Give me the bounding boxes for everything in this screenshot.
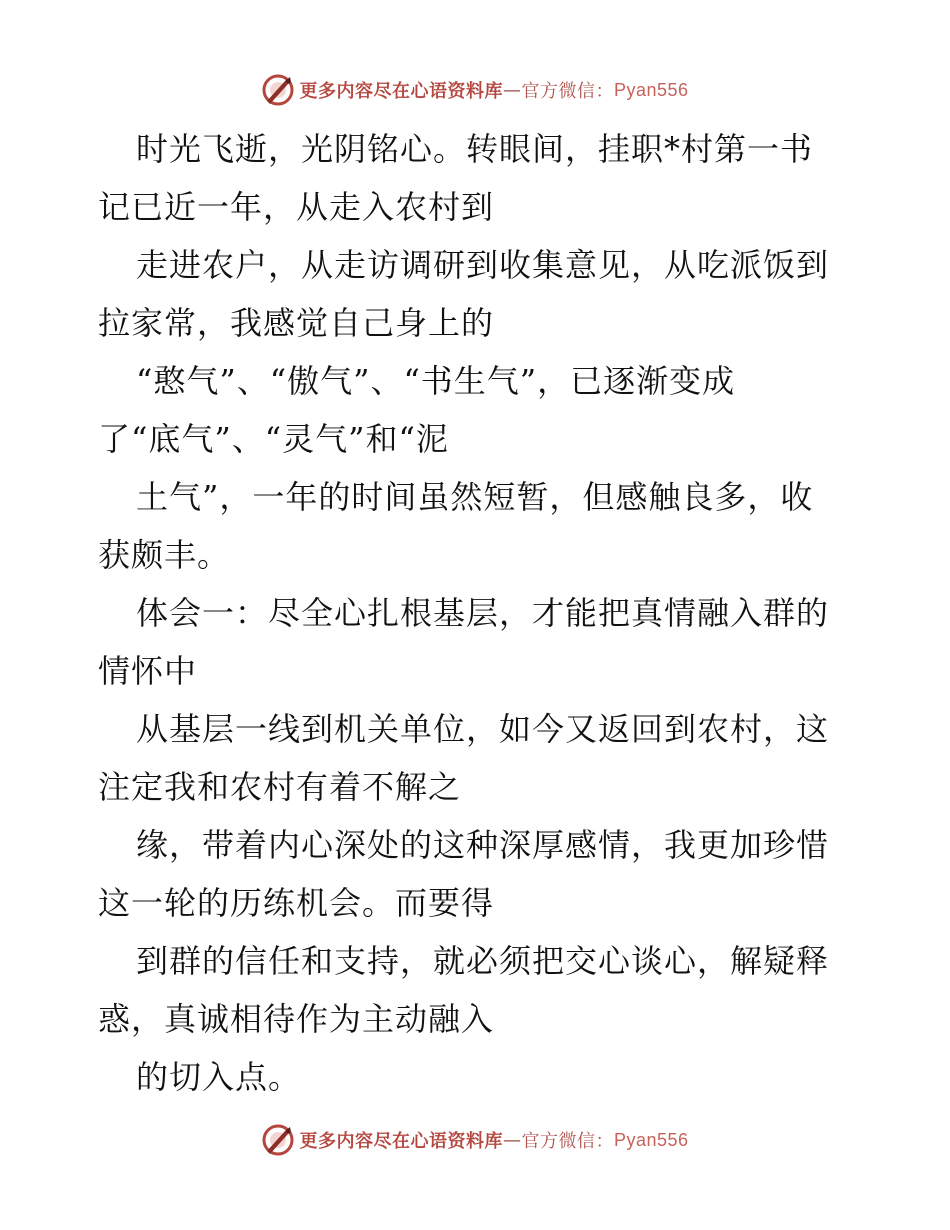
text-line: 注定我和农村有着不解之	[98, 768, 462, 806]
banner-wechat-id: Pyan556	[613, 1129, 689, 1150]
text-line: 到群的信任和支持，就必须把交心谈心，解疑释	[136, 942, 830, 980]
text-line: 惑，真诚相待作为主动融入	[98, 1000, 495, 1038]
text-line: “憨气”、“傲气”、“书生气”，已逐渐变成	[136, 362, 736, 400]
footer-watermark	[0, 1120, 950, 1160]
text-line: 拉家常，我感觉自己身上的	[98, 304, 495, 342]
text-line: 土气”，一年的时间虽然短暂，但感触良多，收	[136, 478, 814, 516]
pen-logo-icon	[261, 73, 295, 107]
text-line: 从基层一线到机关单位，如今又返回到农村，这	[136, 710, 830, 748]
text-line: 的切入点。	[136, 1058, 302, 1096]
text-line: 了“底气”、“灵气”和“泥	[98, 420, 449, 458]
text-line: 获颇丰。	[98, 536, 231, 574]
banner-dash: —	[502, 79, 522, 101]
text-line: 时光飞逝，光阴铭心。转眼间，挂职*村第一书	[136, 130, 814, 168]
banner-brand: 更多内容尽在心语资料库	[299, 81, 503, 102]
text-line: 缘，带着内心深处的这种深厚感情，我更加珍惜	[136, 826, 830, 864]
text-line: 记已近一年，从走入农村到	[98, 188, 495, 226]
body-text	[98, 120, 858, 1106]
banner-dash: —	[502, 1129, 522, 1151]
pen-logo-icon	[261, 1123, 295, 1157]
header-watermark	[0, 70, 950, 110]
text-line: 情怀中	[98, 652, 198, 690]
banner-sub: 官方微信：	[521, 81, 614, 102]
text-line: 体会一：尽全心扎根基层，才能把真情融入群的	[136, 594, 830, 632]
text-line: 这一轮的历练机会。而要得	[98, 884, 495, 922]
banner-sub: 官方微信：	[521, 1131, 614, 1152]
banner-brand: 更多内容尽在心语资料库	[299, 1131, 503, 1152]
banner-wechat-id: Pyan556	[613, 79, 689, 100]
text-line: 走进农户，从走访调研到收集意见，从吃派饭到	[136, 246, 830, 284]
